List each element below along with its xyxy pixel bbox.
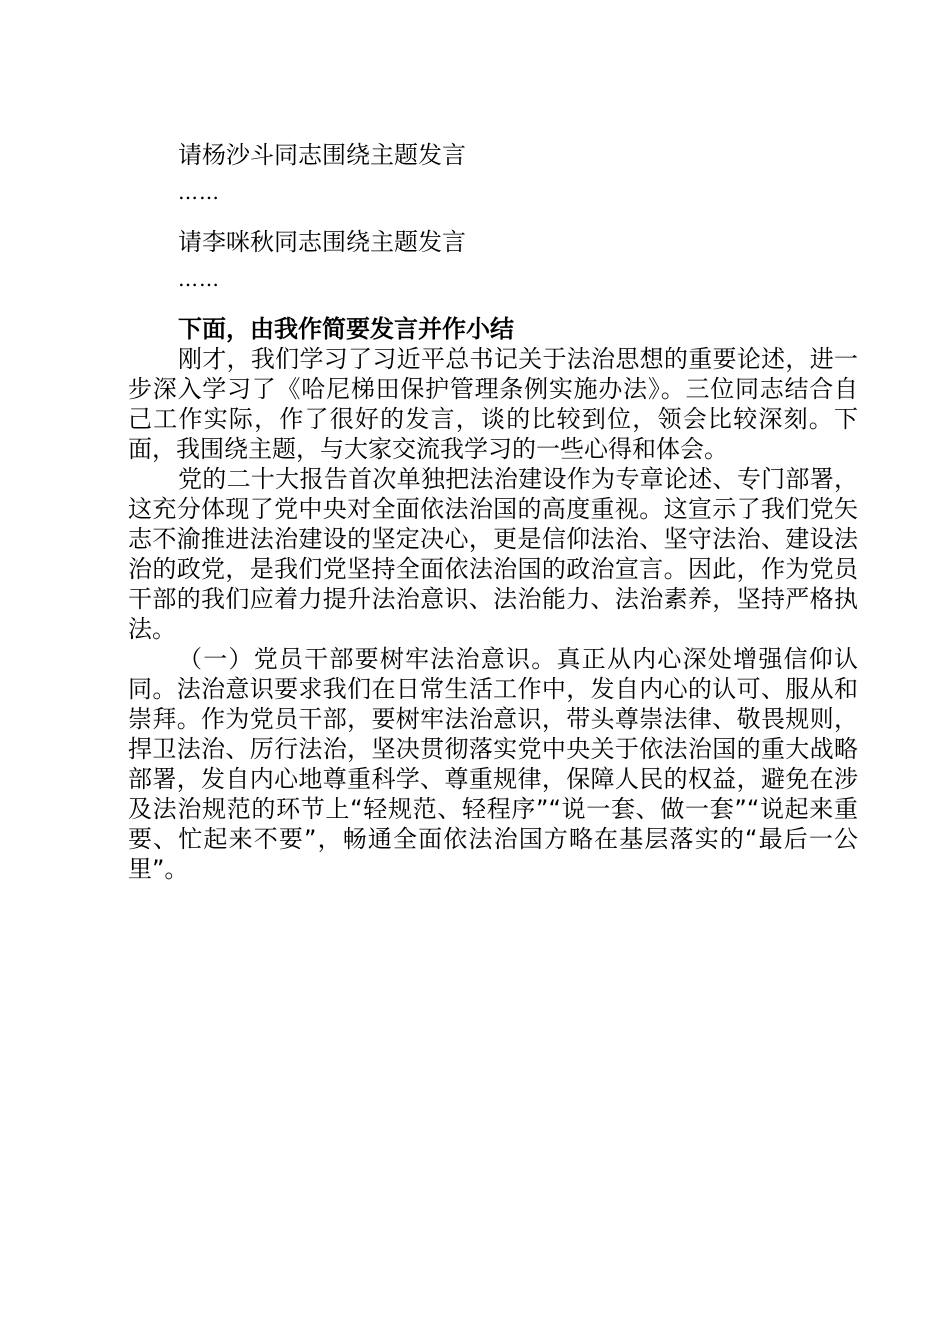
paragraph-report: 党的二十大报告首次单独把法治建设作为专章论述、专门部署，这充分体现了党中央对全面依法治国的高度重视。这宣示了我们党矢志不渝推进法治建设的坚定决心，更是信仰法治、坚守法治、建设法治的政党，是我们党坚持全面依法治国的政治宣言。因此，作为党员干部的我们应着力提升法治意识、法治能力、法治素养，坚持严格执法。 [128,465,858,643]
summary-heading: 下面，由我作简要发言并作小结 [178,315,514,343]
ellipsis-2: …… [178,267,220,291]
speaker-line-2: 请李咪秋同志围绕主题发言 [178,228,466,256]
section-one-body: 真正从内心深处增强信仰认同。法治意识要求我们在日常生活工作中，发自内心的认可、服从和崇拜。作为党员干部，要树牢法治意识，带头尊崇法律、敬畏规则，捍卫法治、厉行法治，坚决贯彻落实党中央关于依法治国的重大战略部署，发自内心地尊重科学、尊重规律，保障人民的权益，避免在涉及法治规范的环节上“轻规范、轻程序”“说一套、做一套”“说起来重要、忙起来不要”，畅通全面依法治国方略在基层落实的“最后一公里”。 [128,645,859,883]
ellipsis-1: …… [178,180,220,204]
document-body [128,140,858,884]
paragraph-section-one [128,644,858,884]
section-one-heading: （一）党员干部要树牢法治意识。 [178,645,557,673]
paragraph-intro: 刚才，我们学习了习近平总书记关于法治思想的重要论述，进一步深入学习了《哈尼梯田保护管理条例实施办法》。三位同志结合自己工作实际，作了很好的发言，谈的比较到位，领会比较深刻。下面，我围绕主题，与大家交流我学习的一些心得和体会。 [128,345,858,463]
speaker-line-1: 请杨沙斗同志围绕主题发言 [178,141,466,169]
